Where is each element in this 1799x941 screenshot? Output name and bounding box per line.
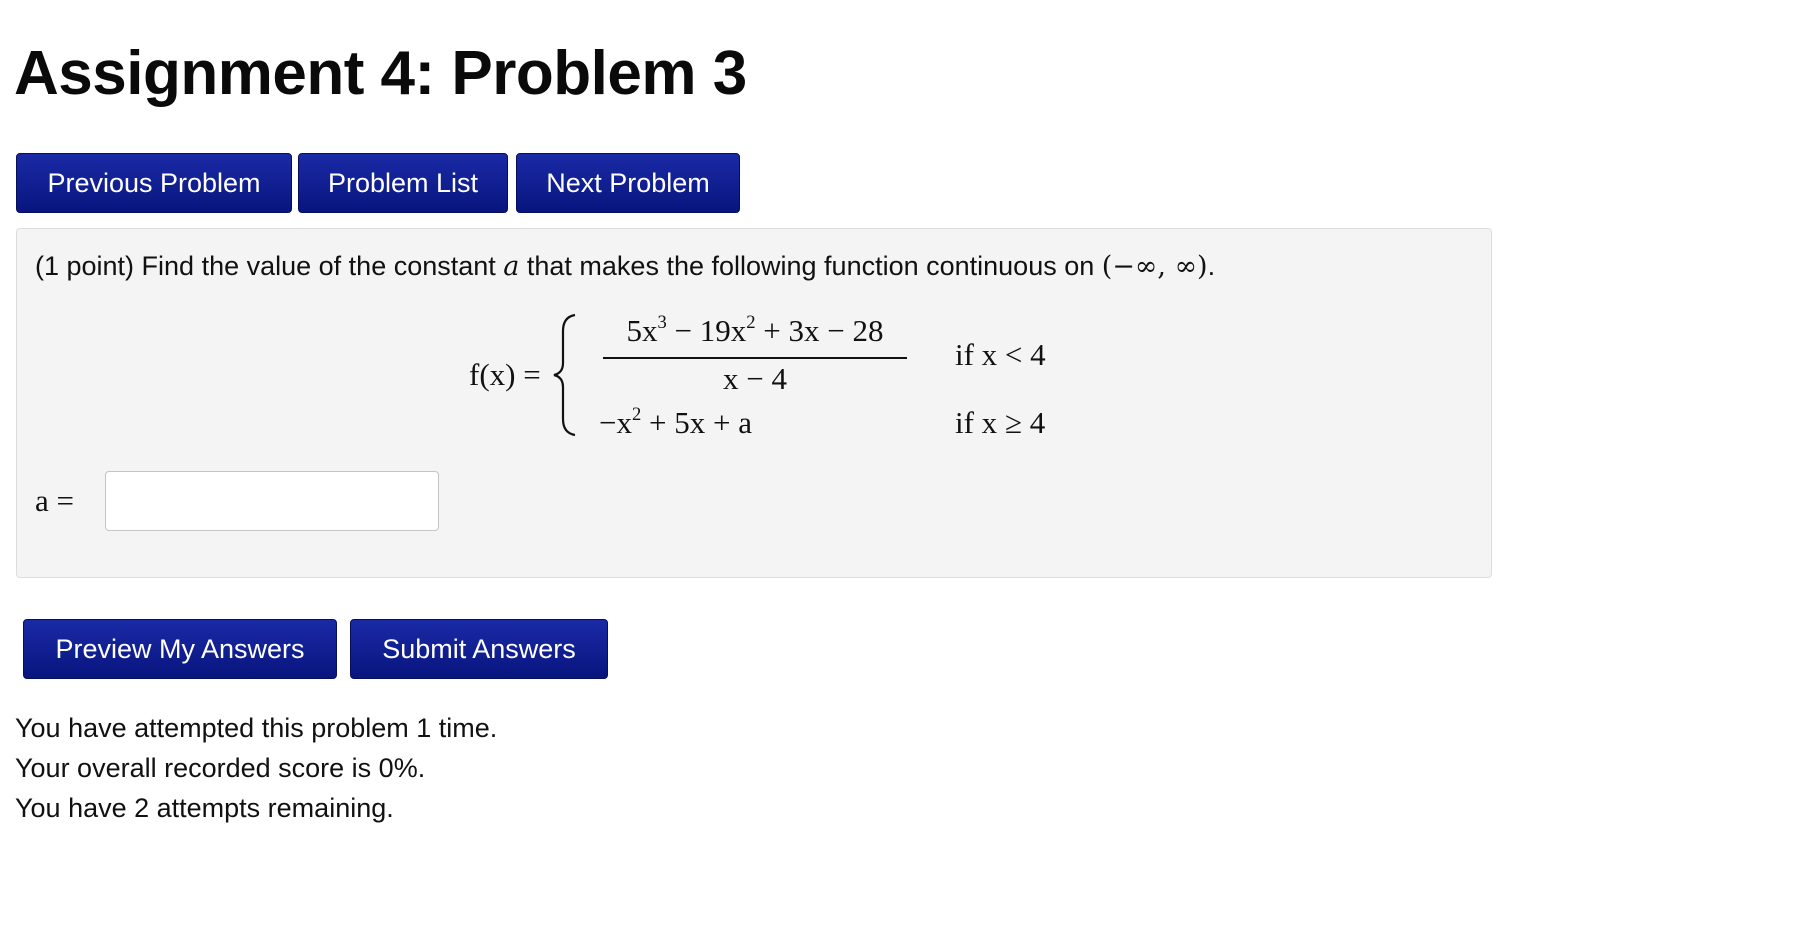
piece1-condition: if x < 4	[955, 337, 1046, 372]
preview-answers-button[interactable]: Preview My Answers	[23, 619, 337, 679]
answer-label: a =	[35, 483, 74, 518]
fraction-bar	[603, 357, 907, 359]
interval: (−∞, ∞)	[1101, 251, 1208, 282]
piecewise-function	[455, 313, 1095, 443]
attempts-text: You have attempted this problem 1 time.	[15, 713, 498, 743]
piece1-denominator: x − 4	[723, 361, 787, 396]
piece1-numerator: $5x^3 - 19x^2 + 3x - 28$	[626, 311, 884, 348]
previous-problem-button[interactable]: Previous Problem	[16, 153, 292, 213]
statement-suffix: that makes the following function continuous on	[519, 251, 1102, 281]
attempt-status	[15, 708, 497, 828]
problem-list-button[interactable]: Problem List	[298, 153, 508, 213]
statement-period: .	[1207, 251, 1216, 281]
problem-panel	[16, 228, 1492, 578]
page-title: Assignment 4: Problem 3	[14, 39, 747, 108]
problem-statement	[35, 251, 1215, 282]
remaining-text: You have 2 attempts remaining.	[15, 793, 394, 823]
constant-variable: a	[503, 251, 520, 282]
statement-prefix: (1 point) Find the value of the constant	[35, 251, 504, 281]
answer-input[interactable]	[105, 471, 439, 531]
score-text: Your overall recorded score is 0%.	[15, 753, 426, 783]
submit-answers-button[interactable]: Submit Answers	[350, 619, 608, 679]
left-brace-icon	[551, 313, 581, 437]
next-problem-button[interactable]: Next Problem	[516, 153, 740, 213]
piece2-expression: $-x^2 + 5x + a$	[599, 403, 753, 440]
function-lhs: f(x) =	[469, 357, 541, 392]
piece2-condition: if x ≥ 4	[955, 405, 1046, 440]
